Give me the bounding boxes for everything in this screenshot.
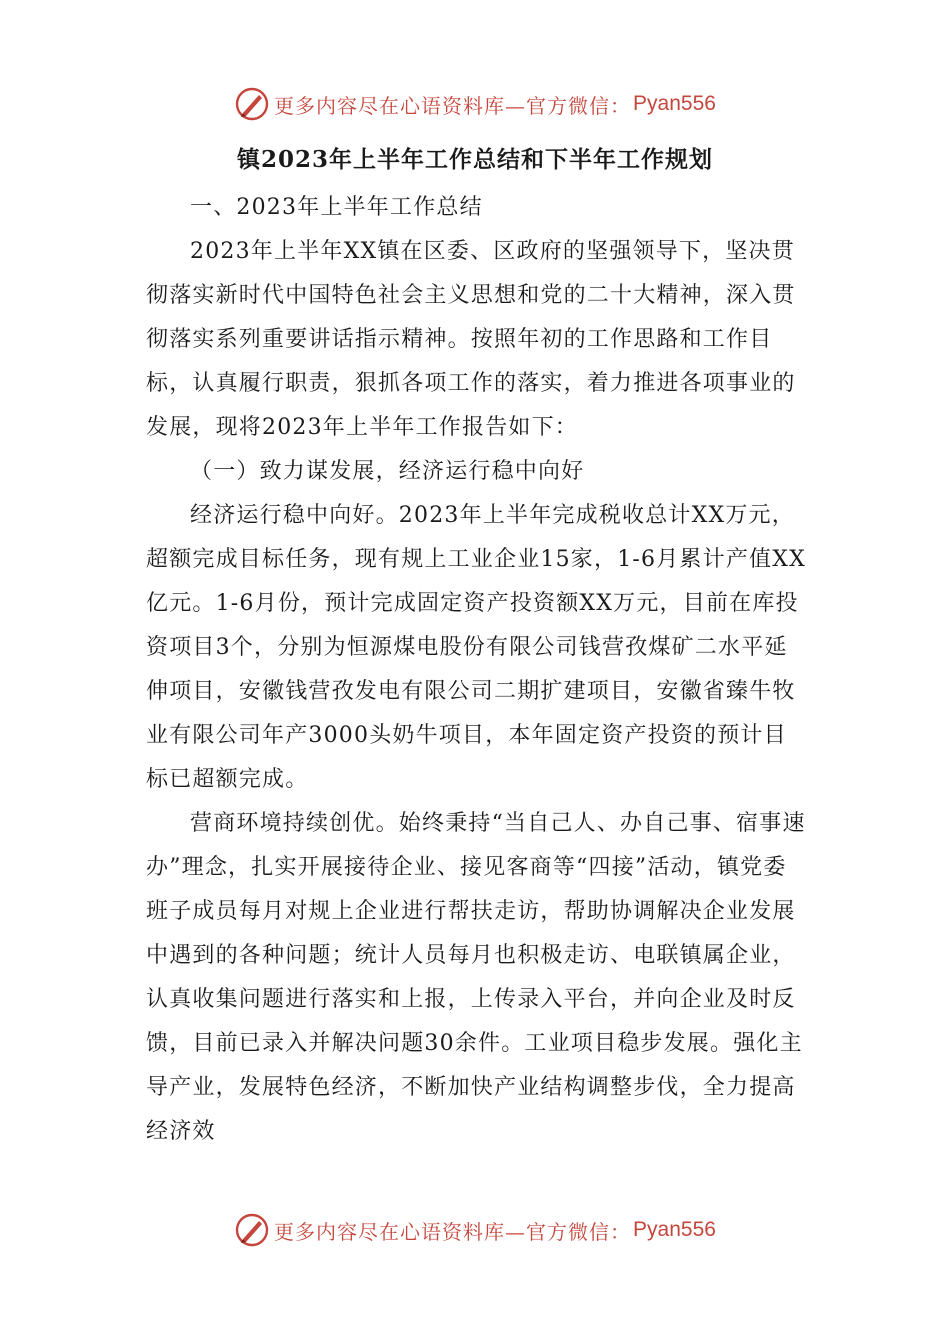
watermark-text: 更多内容尽在心语资料库—官方微信：: [274, 93, 632, 118]
paragraph: 营商环境持续创优。始终秉持“当自己人、办自己事、宿事速办”理念，扎实开展接待企业、接见客商等“四接”活动，镇党委班子成员每月对规上企业进行帮扶走访，帮助协调解决企业发展中遇到的各种问题；统计人员每月也积极走访、电联镇属企业，认真收集问题进行落实和上报，上传录入平台，并向企业及时反馈，目前已录入并解决问题30余件。工业项目稳步发展。强化主导产业，发展特色经济，不断加快产业结构调整步伐，全力提高经济效: [146, 811, 806, 1144]
paragraph: 2023年上半年XX镇在区委、区政府的坚强领导下，坚决贯彻落实新时代中国特色社会主义思想和党的二十大精神，深入贯彻落实系列重要讲话指示精神。按照年初的工作思路和工作目标，认真履行职责，狠抓各项工作的落实，着力推进各项事业的发展，现将2023年上半年工作报告如下：: [146, 239, 796, 440]
section-heading: 一、2023年上半年工作总结: [190, 195, 483, 220]
watermark-wechat-id: Pyan556: [633, 92, 716, 115]
pen-logo-icon: [234, 1212, 270, 1248]
watermark-banner-bottom: [0, 1208, 950, 1252]
pen-logo-icon: [234, 86, 270, 122]
watermark-wechat-id: Pyan556: [633, 1218, 716, 1241]
document-body: [146, 186, 806, 1154]
watermark-text: 更多内容尽在心语资料库—官方微信：: [274, 1219, 632, 1244]
document-title: 镇2023年上半年工作总结和下半年工作规划: [236, 146, 713, 173]
watermark-banner-top: [0, 82, 950, 126]
paragraph: 经济运行稳中向好。2023年上半年完成税收总计XX万元，超额完成目标任务，现有规上工业企业15家，1-6月累计产值XX亿元。1-6月份，预计完成固定资产投资额XX万元，目前在库投资项目3个，分别为恒源煤电股份有限公司钱营孜煤矿二水平延伸项目，安徽钱营孜发电有限公司二期扩建项目，安徽省臻牛牧业有限公司年产3000头奶牛项目，本年固定资产投资的预计目标已超额完成。: [146, 503, 806, 792]
subsection-heading: （一）致力谋发展，经济运行稳中向好: [190, 459, 585, 484]
